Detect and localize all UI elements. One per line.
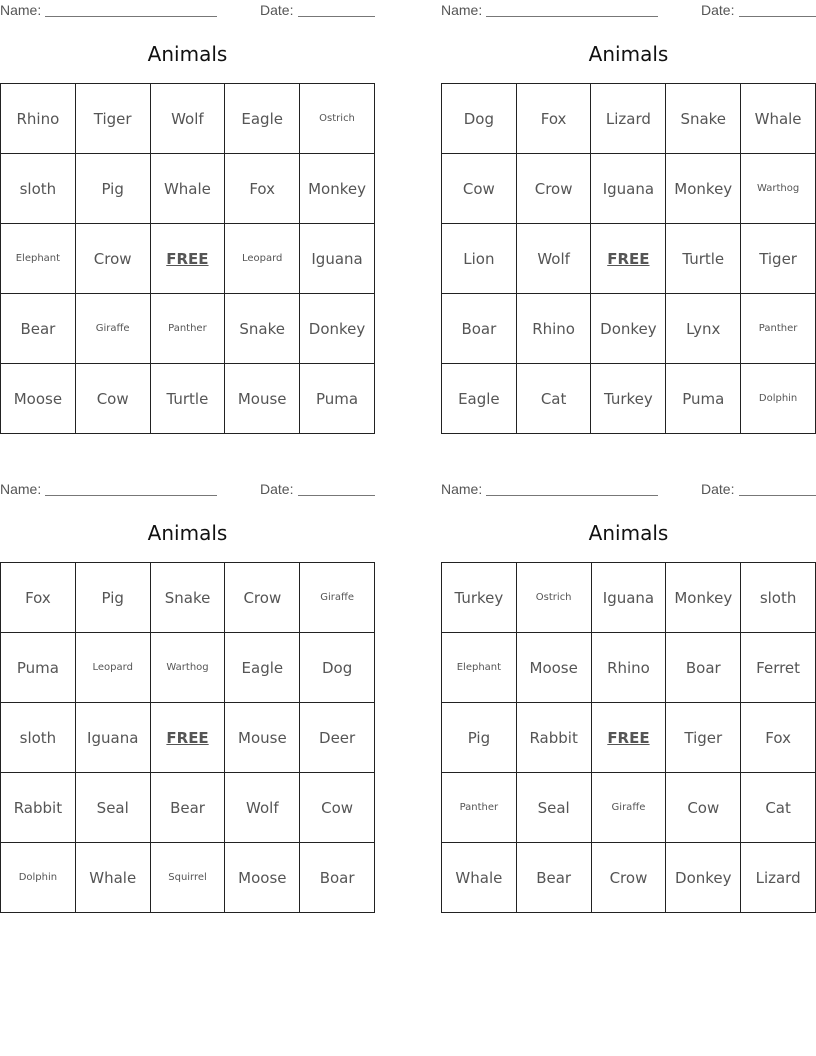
grid-cell: Turtle	[150, 364, 225, 434]
grid-cell: Seal	[516, 773, 591, 843]
grid-cell: Seal	[75, 773, 150, 843]
grid-cell: Whale	[741, 84, 816, 154]
name-label: Name:	[0, 2, 42, 18]
card-title: Animals	[147, 521, 228, 545]
grid-cell: Warthog	[150, 633, 225, 703]
bingo-card-3	[0, 479, 375, 913]
grid-row	[1, 364, 375, 434]
grid-row	[442, 154, 816, 224]
grid-cell: Ostrich	[300, 84, 375, 154]
grid-cell: Snake	[225, 294, 300, 364]
grid-cell: Giraffe	[300, 563, 375, 633]
grid-cell: Puma	[666, 364, 741, 434]
grid-row	[1, 703, 375, 773]
free-space: FREE	[150, 703, 225, 773]
grid-cell: Snake	[666, 84, 741, 154]
grid-cell: Eagle	[442, 364, 517, 434]
name-label: Name:	[441, 2, 483, 18]
grid-cell: Dolphin	[741, 364, 816, 434]
grid-cell: Iguana	[591, 563, 666, 633]
grid-row	[442, 294, 816, 364]
date-line	[739, 495, 816, 496]
date-line	[739, 16, 816, 17]
grid-cell: Leopard	[225, 224, 300, 294]
date-line	[298, 495, 375, 496]
grid-row	[442, 633, 816, 703]
grid-cell: Puma	[300, 364, 375, 434]
grid-cell: Crow	[516, 154, 591, 224]
name-line	[486, 16, 658, 17]
grid-cell: Donkey	[591, 294, 666, 364]
date-label: Date:	[260, 2, 294, 18]
name-date-row	[441, 479, 816, 499]
grid-cell: Whale	[442, 843, 517, 913]
grid-row	[1, 84, 375, 154]
grid-row	[1, 843, 375, 913]
grid-cell: Tiger	[75, 84, 150, 154]
free-space: FREE	[150, 224, 225, 294]
grid-cell: Rhino	[1, 84, 76, 154]
grid-row	[1, 633, 375, 703]
name-line	[45, 495, 217, 496]
grid-cell: Moose	[225, 843, 300, 913]
grid-cell: Moose	[1, 364, 76, 434]
grid-cell: Panther	[442, 773, 517, 843]
grid-row	[442, 364, 816, 434]
grid-cell: Crow	[225, 563, 300, 633]
grid-cell: Bear	[150, 773, 225, 843]
grid-cell: Iguana	[75, 703, 150, 773]
grid-cell: Dog	[300, 633, 375, 703]
grid-row	[1, 294, 375, 364]
grid-cell: Mouse	[225, 364, 300, 434]
name-line	[486, 495, 658, 496]
grid-row	[442, 773, 816, 843]
bingo-grid	[441, 562, 816, 913]
grid-cell: Lizard	[741, 843, 816, 913]
card-title: Animals	[588, 42, 669, 66]
grid-cell: Rabbit	[516, 703, 591, 773]
grid-cell: Cow	[666, 773, 741, 843]
bingo-card-4	[441, 479, 816, 913]
grid-row	[1, 224, 375, 294]
grid-cell: Ostrich	[516, 563, 591, 633]
name-label: Name:	[441, 481, 483, 497]
grid-cell: Dog	[442, 84, 517, 154]
grid-cell: Rhino	[516, 294, 591, 364]
grid-cell: Cow	[300, 773, 375, 843]
grid-row	[442, 703, 816, 773]
grid-cell: Fox	[741, 703, 816, 773]
grid-cell: Tiger	[666, 703, 741, 773]
grid-cell: Squirrel	[150, 843, 225, 913]
grid-cell: Wolf	[150, 84, 225, 154]
grid-cell: Cow	[442, 154, 517, 224]
grid-cell: Wolf	[225, 773, 300, 843]
grid-row	[1, 154, 375, 224]
grid-cell: Dolphin	[1, 843, 76, 913]
grid-cell: sloth	[1, 703, 76, 773]
grid-cell: Eagle	[225, 84, 300, 154]
name-label: Name:	[0, 481, 42, 497]
grid-cell: Wolf	[516, 224, 591, 294]
grid-cell: Turkey	[591, 364, 666, 434]
grid-cell: Eagle	[225, 633, 300, 703]
grid-cell: Monkey	[666, 563, 741, 633]
bingo-grid	[0, 562, 375, 913]
date-label: Date:	[260, 481, 294, 497]
grid-cell: Monkey	[300, 154, 375, 224]
grid-cell: Tiger	[741, 224, 816, 294]
grid-cell: Panther	[150, 294, 225, 364]
card-title: Animals	[588, 521, 669, 545]
bingo-grid	[0, 83, 375, 434]
grid-cell: Crow	[75, 224, 150, 294]
grid-row	[1, 773, 375, 843]
grid-cell: Bear	[1, 294, 76, 364]
bingo-card-2	[441, 0, 816, 434]
grid-cell: Lynx	[666, 294, 741, 364]
grid-cell: Ferret	[741, 633, 816, 703]
name-date-row	[0, 479, 375, 499]
grid-cell: Leopard	[75, 633, 150, 703]
bingo-card-1	[0, 0, 375, 434]
grid-cell: Fox	[516, 84, 591, 154]
grid-row	[442, 563, 816, 633]
grid-cell: Boar	[442, 294, 517, 364]
grid-cell: Moose	[516, 633, 591, 703]
grid-cell: Pig	[442, 703, 517, 773]
grid-cell: Fox	[1, 563, 76, 633]
grid-cell: Mouse	[225, 703, 300, 773]
grid-cell: Elephant	[1, 224, 76, 294]
grid-cell: sloth	[741, 563, 816, 633]
grid-cell: sloth	[1, 154, 76, 224]
grid-cell: Lizard	[591, 84, 666, 154]
grid-cell: Boar	[666, 633, 741, 703]
grid-cell: Rabbit	[1, 773, 76, 843]
grid-cell: Pig	[75, 563, 150, 633]
grid-cell: Donkey	[666, 843, 741, 913]
grid-cell: Giraffe	[591, 773, 666, 843]
grid-row	[442, 84, 816, 154]
grid-row	[442, 843, 816, 913]
grid-cell: Panther	[741, 294, 816, 364]
card-title: Animals	[147, 42, 228, 66]
grid-cell: Giraffe	[75, 294, 150, 364]
grid-cell: Puma	[1, 633, 76, 703]
grid-cell: Boar	[300, 843, 375, 913]
name-line	[45, 16, 217, 17]
grid-row	[442, 224, 816, 294]
grid-cell: Bear	[516, 843, 591, 913]
grid-cell: Snake	[150, 563, 225, 633]
free-space: FREE	[591, 703, 666, 773]
grid-cell: Crow	[591, 843, 666, 913]
grid-cell: Iguana	[591, 154, 666, 224]
grid-cell: Cow	[75, 364, 150, 434]
grid-cell: Whale	[75, 843, 150, 913]
grid-cell: Rhino	[591, 633, 666, 703]
grid-cell: Turtle	[666, 224, 741, 294]
grid-cell: Elephant	[442, 633, 517, 703]
grid-cell: Lion	[442, 224, 517, 294]
grid-cell: Iguana	[300, 224, 375, 294]
grid-cell: Turkey	[442, 563, 517, 633]
grid-cell: Warthog	[741, 154, 816, 224]
bingo-grid	[441, 83, 816, 434]
free-space: FREE	[591, 224, 666, 294]
grid-cell: Donkey	[300, 294, 375, 364]
grid-cell: Cat	[741, 773, 816, 843]
grid-row	[1, 563, 375, 633]
date-label: Date:	[701, 2, 735, 18]
date-label: Date:	[701, 481, 735, 497]
grid-cell: Whale	[150, 154, 225, 224]
grid-cell: Deer	[300, 703, 375, 773]
grid-cell: Fox	[225, 154, 300, 224]
date-line	[298, 16, 375, 17]
grid-cell: Pig	[75, 154, 150, 224]
name-date-row	[0, 0, 375, 20]
grid-cell: Monkey	[666, 154, 741, 224]
name-date-row	[441, 0, 816, 20]
grid-cell: Cat	[516, 364, 591, 434]
